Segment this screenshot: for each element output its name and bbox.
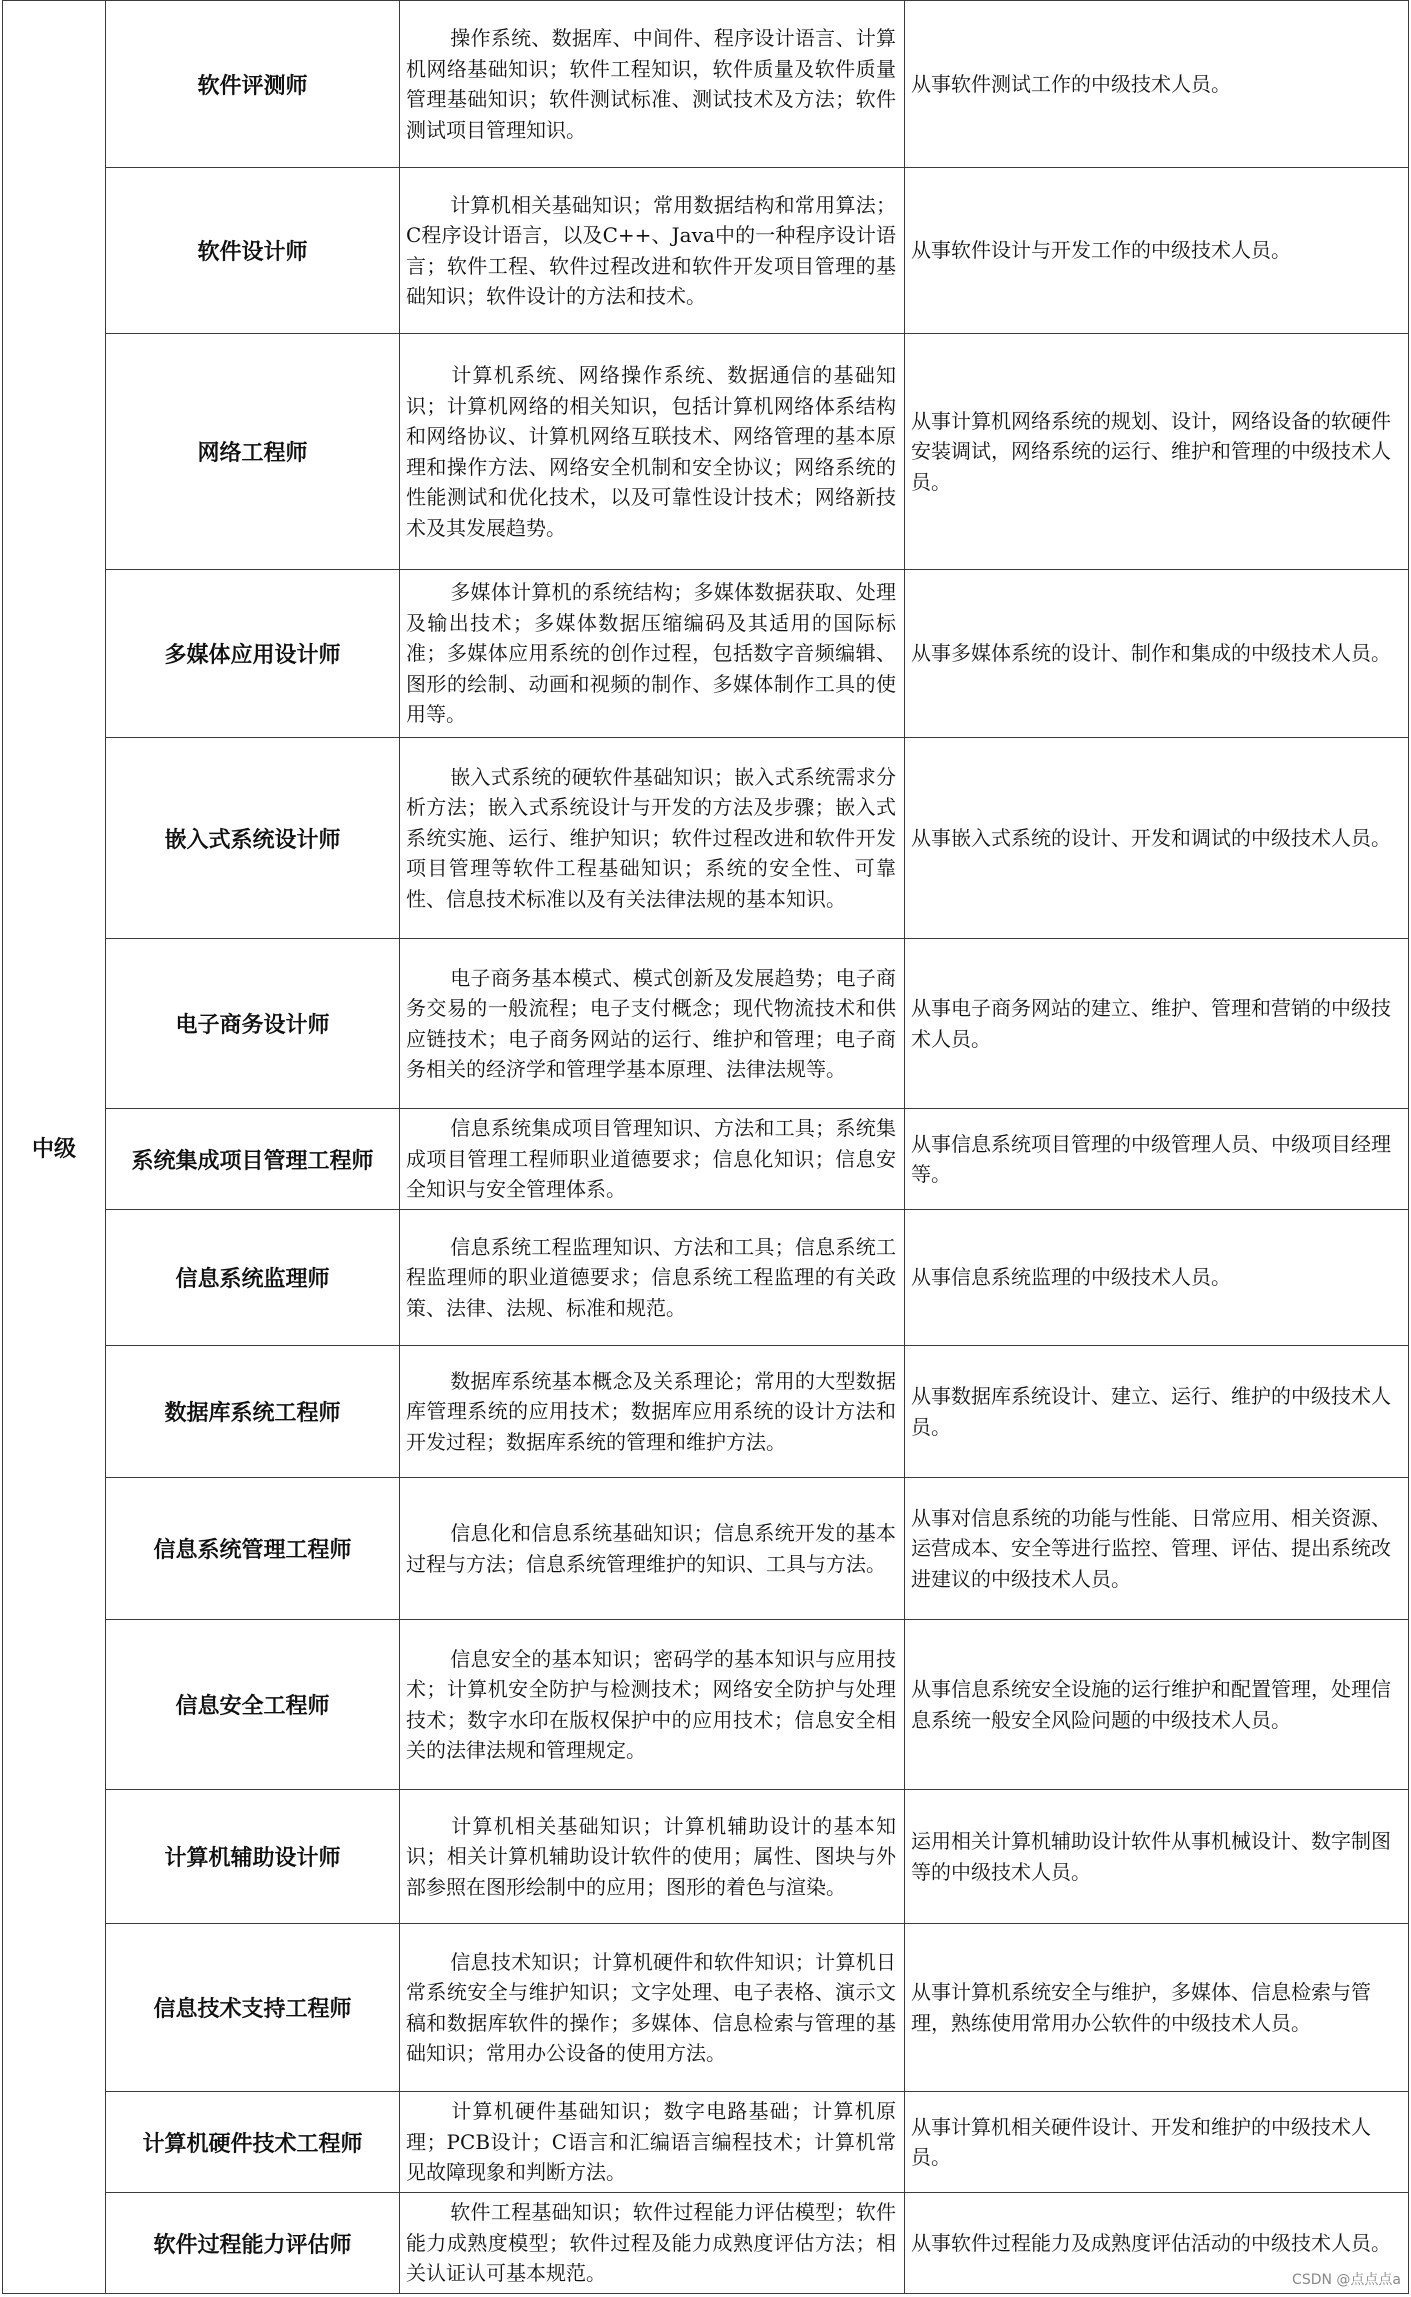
exam-duty: 从事信息系统安全设施的运行维护和配置管理，处理信息系统一般安全风险问题的中级技术人员。 xyxy=(905,1620,1409,1790)
exam-knowledge: 电子商务基本模式、模式创新及发展趋势；电子商务交易的一般流程；电子支付概念；现代物流技术和供应链技术；电子商务网站的运行、维护和管理；电子商务相关的经济学和管理学基本原理、法律法规等。 xyxy=(400,939,905,1109)
table-row xyxy=(3,1210,1409,1346)
exam-knowledge: 信息安全的基本知识；密码学的基本知识与应用技术；计算机安全防护与检测技术；网络安全防护与处理技术；数字水印在版权保护中的应用技术；信息安全相关的法律法规和管理规定。 xyxy=(400,1620,905,1790)
exam-knowledge: 信息系统集成项目管理知识、方法和工具；系统集成项目管理工程师职业道德要求；信息化知识；信息安全知识与安全管理体系。 xyxy=(400,1109,905,1210)
table-row xyxy=(3,1346,1409,1478)
table-row xyxy=(3,1478,1409,1620)
exam-knowledge: 操作系统、数据库、中间件、程序设计语言、计算机网络基础知识；软件工程知识，软件质量及软件质量管理基础知识；软件测试标准、测试技术及方法；软件测试项目管理知识。 xyxy=(400,1,905,168)
exam-name: 系统集成项目管理工程师 xyxy=(106,1109,400,1210)
exam-name: 网络工程师 xyxy=(106,334,400,570)
exam-duty: 运用相关计算机辅助设计软件从事机械设计、数字制图等的中级技术人员。 xyxy=(905,1790,1409,1924)
exam-knowledge: 计算机相关基础知识；计算机辅助设计的基本知识；相关计算机辅助设计软件的使用；属性、图块与外部参照在图形绘制中的应用；图形的着色与渲染。 xyxy=(400,1790,905,1924)
exam-name: 计算机辅助设计师 xyxy=(106,1790,400,1924)
table-row xyxy=(3,2193,1409,2294)
table-row xyxy=(3,2092,1409,2193)
exam-duty: 从事软件过程能力及成熟度评估活动的中级技术人员。 xyxy=(905,2193,1409,2294)
exam-name: 信息系统监理师 xyxy=(106,1210,400,1346)
exam-name: 软件过程能力评估师 xyxy=(106,2193,400,2294)
table-row xyxy=(3,1620,1409,1790)
exam-knowledge: 多媒体计算机的系统结构；多媒体数据获取、处理及输出技术；多媒体数据压缩编码及其适用的国际标准；多媒体应用系统的创作过程，包括数字音频编辑、图形的绘制、动画和视频的制作、多媒体制作工具的使用等。 xyxy=(400,570,905,738)
exam-duty: 从事计算机网络系统的规划、设计，网络设备的软硬件安装调试，网络系统的运行、维护和管理的中级技术人员。 xyxy=(905,334,1409,570)
exam-knowledge: 软件工程基础知识；软件过程能力评估模型；软件能力成熟度模型；软件过程及能力成熟度评估方法；相关认证认可基本规范。 xyxy=(400,2193,905,2294)
exam-name: 信息系统管理工程师 xyxy=(106,1478,400,1620)
exam-knowledge: 数据库系统基本概念及关系理论；常用的大型数据库管理系统的应用技术；数据库应用系统的设计方法和开发过程；数据库系统的管理和维护方法。 xyxy=(400,1346,905,1478)
exam-name: 嵌入式系统设计师 xyxy=(106,738,400,939)
table-row xyxy=(3,939,1409,1109)
watermark: CSDN @点点点a xyxy=(1292,2272,1401,2288)
exam-table xyxy=(2,0,1409,2294)
table-row xyxy=(3,738,1409,939)
exam-name: 电子商务设计师 xyxy=(106,939,400,1109)
exam-name: 信息安全工程师 xyxy=(106,1620,400,1790)
table-row xyxy=(3,1,1409,168)
table-row xyxy=(3,1790,1409,1924)
exam-duty: 从事嵌入式系统的设计、开发和调试的中级技术人员。 xyxy=(905,738,1409,939)
exam-knowledge: 计算机相关基础知识；常用数据结构和常用算法；C程序设计语言，以及C++、Java中的一种程序设计语言；软件工程、软件过程改进和软件开发项目管理的基础知识；软件设计的方法和技术。 xyxy=(400,168,905,334)
exam-name: 数据库系统工程师 xyxy=(106,1346,400,1478)
exam-knowledge: 信息技术知识；计算机硬件和软件知识；计算机日常系统安全与维护知识；文字处理、电子表格、演示文稿和数据库软件的操作；多媒体、信息检索与管理的基础知识；常用办公设备的使用方法。 xyxy=(400,1924,905,2092)
exam-name: 软件评测师 xyxy=(106,1,400,168)
exam-knowledge: 信息化和信息系统基础知识；信息系统开发的基本过程与方法；信息系统管理维护的知识、工具与方法。 xyxy=(400,1478,905,1620)
exam-duty: 从事对信息系统的功能与性能、日常应用、相关资源、运营成本、安全等进行监控、管理、评估、提出系统改进建议的中级技术人员。 xyxy=(905,1478,1409,1620)
exam-name: 信息技术支持工程师 xyxy=(106,1924,400,2092)
table-row xyxy=(3,1109,1409,1210)
exam-knowledge: 计算机系统、网络操作系统、数据通信的基础知识；计算机网络的相关知识，包括计算机网络体系结构和网络协议、计算机网络互联技术、网络管理的基本原理和操作方法、网络安全机制和安全协议；网络系统的性能测试和优化技术，以及可靠性设计技术；网络新技术及其发展趋势。 xyxy=(400,334,905,570)
table-row xyxy=(3,570,1409,738)
exam-knowledge: 信息系统工程监理知识、方法和工具；信息系统工程监理师的职业道德要求；信息系统工程监理的有关政策、法律、法规、标准和规范。 xyxy=(400,1210,905,1346)
exam-duty: 从事计算机系统安全与维护，多媒体、信息检索与管理，熟练使用常用办公软件的中级技术人员。 xyxy=(905,1924,1409,2092)
level-cell: 中级 xyxy=(3,1,106,2294)
table-row xyxy=(3,334,1409,570)
exam-duty: 从事数据库系统设计、建立、运行、维护的中级技术人员。 xyxy=(905,1346,1409,1478)
table-row xyxy=(3,168,1409,334)
exam-knowledge: 计算机硬件基础知识；数字电路基础；计算机原理；PCB设计；C语言和汇编语言编程技术；计算机常见故障现象和判断方法。 xyxy=(400,2092,905,2193)
exam-duty: 从事软件设计与开发工作的中级技术人员。 xyxy=(905,168,1409,334)
exam-name: 计算机硬件技术工程师 xyxy=(106,2092,400,2193)
exam-table-body xyxy=(3,1,1409,2294)
exam-duty: 从事信息系统监理的中级技术人员。 xyxy=(905,1210,1409,1346)
exam-knowledge: 嵌入式系统的硬软件基础知识；嵌入式系统需求分析方法；嵌入式系统设计与开发的方法及步骤；嵌入式系统实施、运行、维护知识；软件过程改进和软件开发项目管理等软件工程基础知识；系统的安全性、可靠性、信息技术标准以及有关法律法规的基本知识。 xyxy=(400,738,905,939)
exam-duty: 从事信息系统项目管理的中级管理人员、中级项目经理等。 xyxy=(905,1109,1409,1210)
exam-duty: 从事电子商务网站的建立、维护、管理和营销的中级技术人员。 xyxy=(905,939,1409,1109)
exam-name: 软件设计师 xyxy=(106,168,400,334)
exam-duty: 从事软件测试工作的中级技术人员。 xyxy=(905,1,1409,168)
exam-name: 多媒体应用设计师 xyxy=(106,570,400,738)
exam-duty: 从事多媒体系统的设计、制作和集成的中级技术人员。 xyxy=(905,570,1409,738)
table-row xyxy=(3,1924,1409,2092)
exam-duty: 从事计算机相关硬件设计、开发和维护的中级技术人员。 xyxy=(905,2092,1409,2193)
